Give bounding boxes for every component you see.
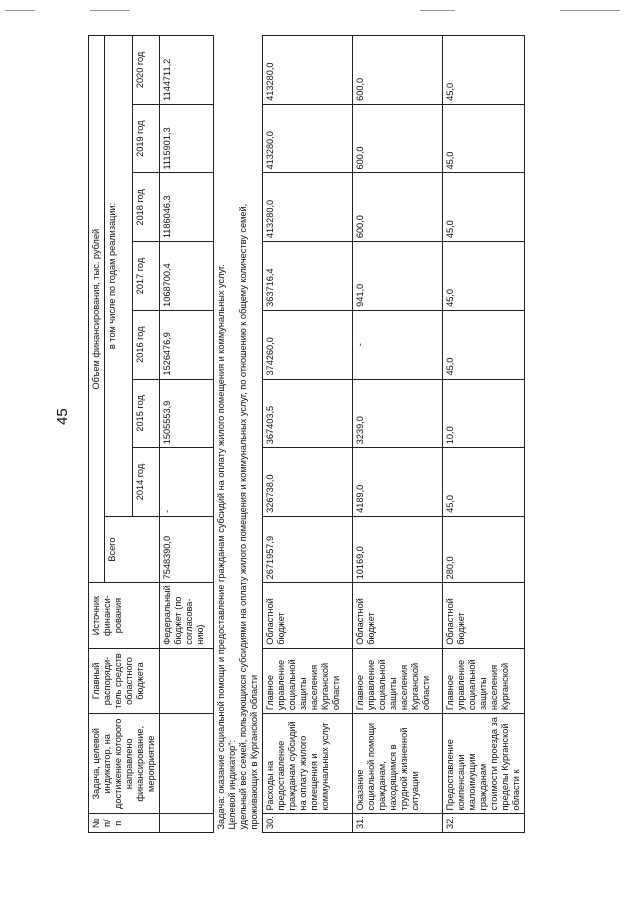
financing-table: [88, 35, 525, 833]
row-number: 32.: [443, 814, 525, 833]
row-value: 45,0: [443, 310, 525, 379]
row-value: 45,0: [443, 36, 525, 105]
header-row-1: [89, 36, 105, 833]
header-volume: Объем финансирования, тыс. рублей: [89, 36, 105, 583]
document-table-rotated: [88, 35, 618, 833]
row-source: Областной бюджет: [263, 583, 353, 648]
table-row: [353, 36, 443, 833]
row-value: 413280,0: [263, 36, 353, 105]
federal-value: 1144711,2: [160, 36, 214, 105]
task-block: [214, 36, 263, 833]
page-number: 45: [54, 408, 71, 425]
row-value: 45,0: [443, 173, 525, 242]
row-value: 374260,0: [263, 310, 353, 379]
row-value: 413280,0: [263, 173, 353, 242]
header-year: 2015 год: [133, 379, 160, 448]
federal-value: 1068700,4: [160, 242, 214, 311]
task-line: удельный вес семей, пользующихся субсидиями на оплату жилого помещения и коммунальных услуг, по отношению к общему количеству семей,: [238, 203, 248, 830]
row-manager: Главное управление социальной защиты населения Курганской области: [353, 648, 443, 713]
table-row: [263, 36, 353, 833]
header-year: 2020 год: [133, 36, 160, 105]
federal-value: 1505553,9: [160, 379, 214, 448]
row-value: 600,0: [353, 104, 443, 173]
header-total: Всего: [105, 516, 160, 583]
row-value: 600,0: [353, 173, 443, 242]
row-task: Расходы на предоставление гражданам субсидий на оплату жилого помещения и коммунальных услуг: [263, 714, 353, 814]
header-source: Источник финанси-рования: [89, 583, 160, 648]
row-value: 367403,5: [263, 379, 353, 448]
header-year: 2017 год: [133, 242, 160, 311]
federal-row: [160, 36, 214, 833]
row-value: -: [353, 310, 443, 379]
row-value: 3239,0: [353, 379, 443, 448]
row-task: Оказание социальной помощи гражданам, находящимся в трудной жизненной ситуации: [353, 714, 443, 814]
row-number: 31.: [353, 814, 443, 833]
table-row: [443, 36, 525, 833]
scan-mark: [5, 10, 35, 11]
header-year: 2014 год: [133, 448, 160, 517]
row-value: 4189,0: [353, 448, 443, 517]
row-value: 45,0: [443, 104, 525, 173]
federal-value: -: [160, 448, 214, 517]
row-value: 413280,0: [263, 104, 353, 173]
row-value: 326738,0: [263, 448, 353, 517]
row-total: 2671957,9: [263, 516, 353, 583]
task-line: Задача: оказание социальной помощи и предоставление гражданам субсидий на оплату жилого помещения и коммунальных услуг.: [216, 264, 226, 830]
row-task: Предоставление компенсации малоимущим гражданам стоимости проезда за пределы Курганской области к: [443, 714, 525, 814]
scan-mark: [90, 10, 130, 11]
row-total: 10169,0: [353, 516, 443, 583]
row-source: Областной бюджет: [443, 583, 525, 648]
task-line: проживающих в Курганской области: [249, 674, 259, 830]
federal-total: 7548390,0: [160, 516, 214, 583]
header-by-year: в том числе по годам реализации:: [105, 36, 133, 517]
federal-value: 1526476,9: [160, 310, 214, 379]
header-year: 2016 год: [133, 310, 160, 379]
federal-source: Федеральный бюджет (по согласова-нию): [160, 583, 214, 648]
row-value: 10,0: [443, 379, 525, 448]
scan-mark: [420, 10, 455, 11]
header-task: Задача, целевой индикатор, на достижение которого направлено финансирование, мероприятие: [89, 714, 160, 814]
row-manager: Главное управление социальной защиты населения Курганской области: [263, 648, 353, 713]
task-block-row: [214, 36, 263, 833]
row-number: 30.: [263, 814, 353, 833]
header-manager: Главный распоряди-тель средств областного бюджета: [89, 648, 160, 713]
header-year: 2018 год: [133, 173, 160, 242]
header-year: 2019 год: [133, 104, 160, 173]
row-value: 941,0: [353, 242, 443, 311]
row-total: 280,0: [443, 516, 525, 583]
scan-mark: [560, 10, 620, 11]
header-no: № п/п: [89, 814, 160, 833]
row-manager: Главное управление социальной защиты населения Курганской: [443, 648, 525, 713]
row-value: 600,0: [353, 36, 443, 105]
row-source: Областной бюджет: [353, 583, 443, 648]
row-value: 45,0: [443, 448, 525, 517]
row-value: 45,0: [443, 242, 525, 311]
federal-value: 1115901,3: [160, 104, 214, 173]
federal-value: 1186046,3: [160, 173, 214, 242]
row-value: 363716,4: [263, 242, 353, 311]
task-line: Целевой индикатор":: [227, 739, 237, 830]
